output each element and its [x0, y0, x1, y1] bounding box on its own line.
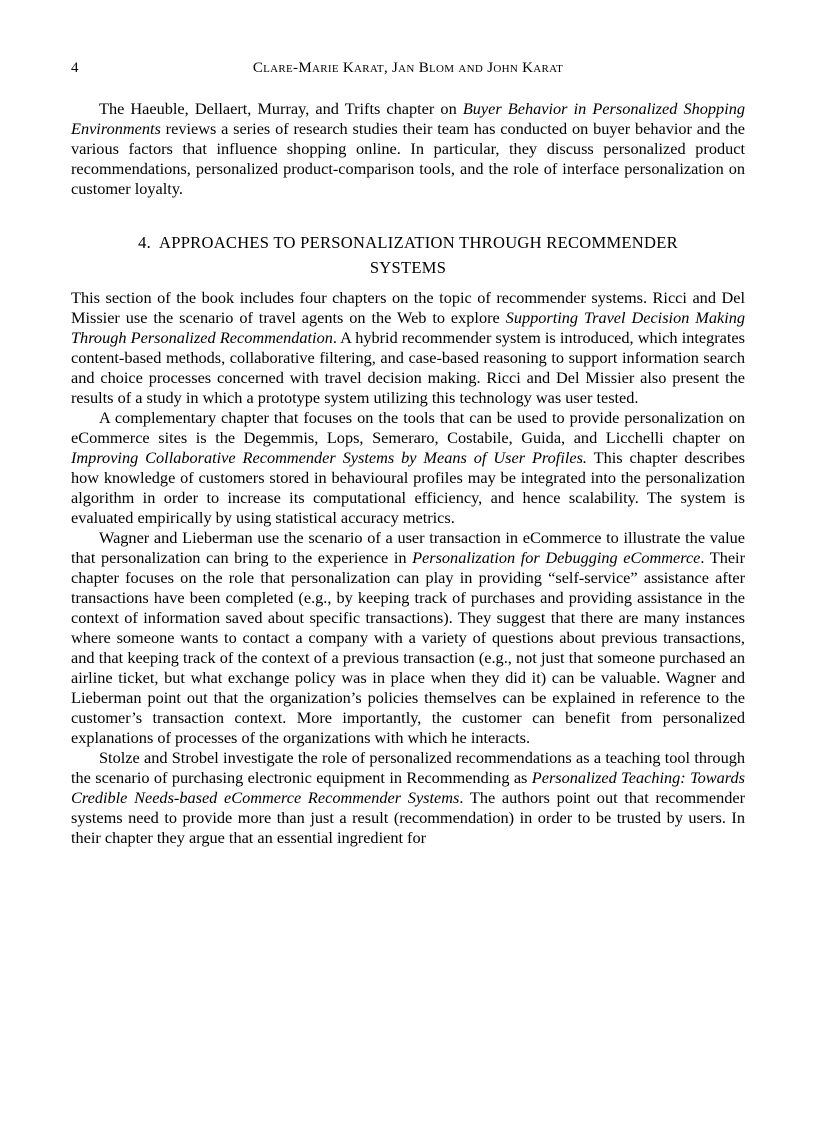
- running-head: Clare-Marie Karat, Jan Blom and John Karat: [252, 60, 564, 76]
- paragraph-text: The Haeuble, Dellaert, Murray, and Trifts chapter on: [99, 99, 463, 118]
- chapter-title: Buyer Behavior in Personalized Shopping Environments: [71, 99, 745, 138]
- paragraph-wagner: [71, 528, 745, 748]
- chapter-title: Improving Collaborative Recommender Systems by Means of User Profiles.: [71, 448, 588, 467]
- paragraph-stolze: [71, 748, 745, 848]
- paragraph-text: . A hybrid recommender system is introduced, which integrates content-based methods, collaborative filtering, and case-based reasoning to support information search and choice processes concerned with travel decision making. Ricci and Del Missier also present the results of a study in which a prototype system utilizing this technology was user tested.: [71, 328, 745, 407]
- paragraph-text: . Their chapter focuses on the role that personalization can play in providing “self-service” assistance after transactions have been completed (e.g., by keeping track of purchases and providing assistance in the context of information saved about specific transactions). They suggest that there are many instances where someone wants to contact a company with a variety of questions about previous transactions, and that keeping track of the context of a previous transaction (e.g., not just that someone purchased an airline ticket, but what exchange policy was in place when they did it) can be valuable. Wagner and Lieberman point out that the organization’s policies themselves can be explained in reference to the customer’s transaction context. More importantly, the customer can benefit from personalized explanations of processes of the organizations with which he interacts.: [71, 548, 746, 747]
- section-heading-line1: [71, 230, 745, 255]
- paragraph-text: reviews a series of research studies their team has conducted on buyer behavior and the various factors that influence shopping online. In particular, they discuss personalized product recommendations, personalized product-comparison tools, and the role of interface personalization on customer loyalty.: [71, 119, 745, 198]
- paragraph-haeuble: [71, 99, 745, 199]
- paragraph-text: Stolze and Strobel investigate the role of personalized recommendations as a teaching tool through the scenario of purchasing electronic equipment in Recommending as: [71, 748, 745, 787]
- paragraph-text: . The authors point out that recommender systems need to provide more than just a result (recommendation) in order to be trusted by users. In their chapter they argue that an essential ingredient for: [71, 788, 745, 847]
- chapter-title: Personalization for Debugging eCommerce: [412, 548, 701, 567]
- paragraph-text: A complementary chapter that focuses on the tools that can be used to provide personalization on eCommerce sites is the Degemmis, Lops, Semeraro, Costabile, Guida, and Licchelli chapter on: [71, 408, 745, 447]
- chapter-title: Supporting Travel Decision Making Through Personalized Recommendation: [71, 308, 745, 347]
- paragraph-text: This section of the book includes four chapters on the topic of recommender systems. Ricci and Del Missier use the scenario of travel agents on the Web to explore: [71, 288, 745, 327]
- paragraph-text: This chapter describes how knowledge of customers stored in behavioural profiles may be integrated into the personalization algorithm in order to increase its computational efficiency, and hence scalability. The system is evaluated empirically by using statistical accuracy metrics.: [71, 448, 745, 527]
- paragraph-degemmis: [71, 408, 745, 528]
- paragraph-section-intro: [71, 288, 745, 408]
- page-header: [71, 60, 745, 80]
- section-heading: [71, 230, 745, 280]
- section-title: APPROACHES TO PERSONALIZATION THROUGH RECOMMENDER: [159, 233, 678, 252]
- page-body: [71, 99, 745, 848]
- chapter-title: Personalized Teaching: Towards Credible Needs-based eCommerce Recommender Systems: [71, 768, 745, 807]
- section-number: 4.: [138, 233, 152, 252]
- paragraph-text: Wagner and Lieberman use the scenario of a user transaction in eCommerce to illustrate the value that personalization can bring to the experience in: [71, 528, 745, 567]
- page-number: 4: [71, 60, 79, 76]
- section-heading-line2: SYSTEMS: [369, 258, 447, 277]
